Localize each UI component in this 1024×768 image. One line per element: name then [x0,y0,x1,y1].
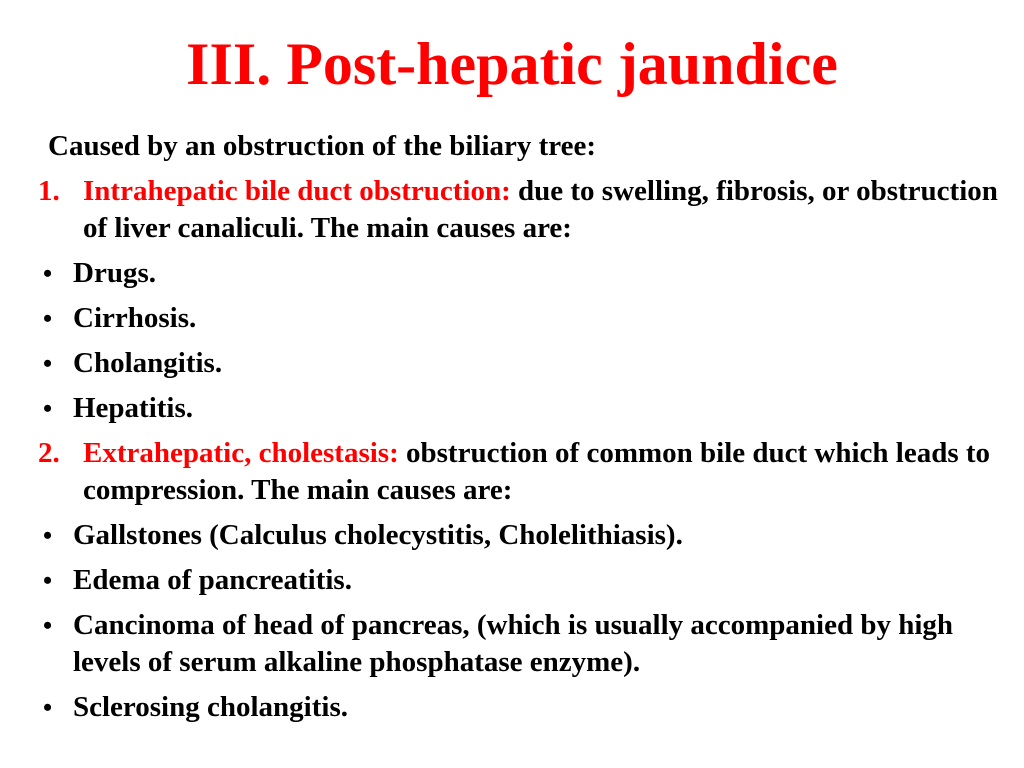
list-item [38,689,1008,726]
item-lead: Intrahepatic bile duct obstruction: [83,175,511,207]
cause-text: Hepatitis. [73,392,194,424]
cause-text: Sclerosing cholangitis. [73,691,348,723]
list-item [38,562,1008,599]
cause-text: Drugs. [73,257,156,289]
bullet-icon: • [43,566,53,595]
cause-text: Edema of pancreatitis. [73,564,352,596]
slide-body [38,128,1008,734]
item-text: due to swelling, fibrosis, or obstruction of liver canaliculi. The main causes are: [83,175,998,244]
bullet-icon: • [43,521,53,550]
item-number: 2. [38,437,60,469]
cause-text: Cholangitis. [73,347,223,379]
bullet-icon: • [43,611,53,640]
numbered-item-2 [38,435,1008,509]
cause-text: Cirrhosis. [73,302,197,334]
item-number: 1. [38,175,60,207]
cause-text: Gallstones (Calculus cholecystitis, Cholelithiasis). [73,519,683,551]
bullet-icon: • [43,693,53,722]
list-item [38,607,1008,681]
list-item [38,390,1008,427]
bullet-icon: • [43,394,53,423]
list-item [38,517,1008,554]
bullet-icon: • [43,304,53,333]
numbered-item-1 [38,173,1008,247]
list-item [38,345,1008,382]
slide-title: III. Post-hepatic jaundice [186,31,838,97]
intro-text: Caused by an obstruction of the biliary tree: [48,130,597,162]
bullet-icon: • [43,349,53,378]
item-text: obstruction of common bile duct which leads to compression. The main causes are: [83,437,991,506]
list-item [38,300,1008,337]
list-item [38,255,1008,292]
cause-text: Cancinoma of head of pancreas, (which is usually accompanied by high levels of serum alkaline phosphatase enzyme). [73,609,954,678]
bullet-icon: • [43,259,53,288]
item-lead: Extrahepatic, cholestasis: [83,437,399,469]
